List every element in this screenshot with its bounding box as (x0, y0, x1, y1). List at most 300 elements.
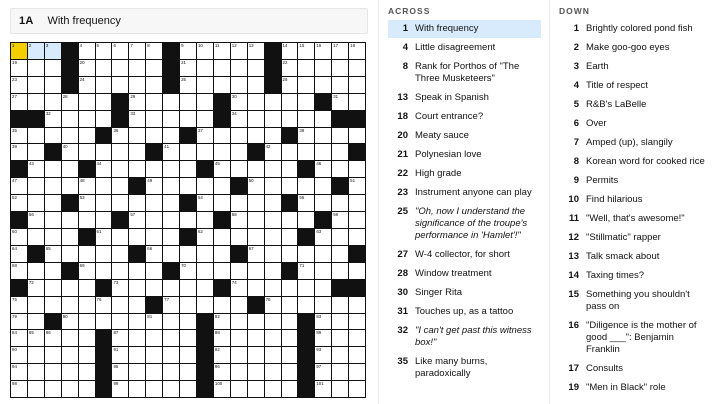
grid-cell[interactable] (349, 229, 365, 245)
grid-cell[interactable] (298, 263, 314, 279)
grid-cell[interactable] (146, 43, 162, 59)
grid-cell[interactable] (197, 60, 213, 76)
grid-cell[interactable] (231, 263, 247, 279)
grid-cell[interactable] (62, 364, 78, 380)
grid-cell[interactable] (180, 94, 196, 110)
grid-cell[interactable] (265, 128, 281, 144)
grid-cell[interactable] (231, 347, 247, 363)
grid-cell[interactable] (45, 128, 61, 144)
grid-cell[interactable] (349, 161, 365, 177)
grid-cell[interactable] (129, 212, 145, 228)
grid-cell[interactable] (332, 195, 348, 211)
down-clue-3[interactable] (559, 58, 712, 77)
grid-cell[interactable] (282, 246, 298, 262)
grid-cell[interactable] (332, 144, 348, 160)
grid-cell[interactable] (28, 60, 44, 76)
grid-cell[interactable] (62, 212, 78, 228)
down-clue-11[interactable] (559, 210, 712, 229)
grid-cell[interactable] (112, 43, 128, 59)
grid-cell[interactable] (79, 94, 95, 110)
across-clue-22[interactable] (388, 165, 541, 184)
grid-cell[interactable] (298, 246, 314, 262)
grid-cell[interactable] (62, 111, 78, 127)
grid-cell[interactable] (315, 314, 331, 330)
grid-cell[interactable] (11, 43, 27, 59)
grid-cell[interactable] (28, 347, 44, 363)
grid-cell[interactable] (332, 229, 348, 245)
grid-cell[interactable] (28, 381, 44, 397)
grid-cell[interactable] (28, 229, 44, 245)
grid-cell[interactable] (282, 280, 298, 296)
grid-cell[interactable] (62, 178, 78, 194)
grid-cell[interactable] (146, 178, 162, 194)
grid-cell[interactable] (332, 246, 348, 262)
grid-cell[interactable] (112, 128, 128, 144)
grid-cell[interactable] (315, 60, 331, 76)
grid-cell[interactable] (129, 60, 145, 76)
grid-cell[interactable] (45, 246, 61, 262)
grid-cell[interactable] (180, 43, 196, 59)
grid-cell[interactable] (112, 381, 128, 397)
grid-cell[interactable] (197, 212, 213, 228)
grid-cell[interactable] (197, 111, 213, 127)
grid-cell[interactable] (315, 246, 331, 262)
grid-cell[interactable] (129, 314, 145, 330)
grid-cell[interactable] (349, 77, 365, 93)
grid-cell[interactable] (282, 364, 298, 380)
grid-cell[interactable] (248, 94, 264, 110)
grid-cell[interactable] (146, 314, 162, 330)
grid-cell[interactable] (315, 161, 331, 177)
grid-cell[interactable] (349, 314, 365, 330)
grid-cell[interactable] (112, 314, 128, 330)
grid-cell[interactable] (79, 43, 95, 59)
grid-cell[interactable] (45, 330, 61, 346)
grid-cell[interactable] (45, 381, 61, 397)
grid-cell[interactable] (180, 263, 196, 279)
grid-cell[interactable] (45, 43, 61, 59)
grid-cell[interactable] (163, 330, 179, 346)
grid-cell[interactable] (349, 178, 365, 194)
grid-cell[interactable] (163, 347, 179, 363)
grid-cell[interactable] (180, 381, 196, 397)
grid-cell[interactable] (163, 161, 179, 177)
grid-cell[interactable] (28, 94, 44, 110)
grid-cell[interactable] (28, 263, 44, 279)
grid-cell[interactable] (163, 314, 179, 330)
grid-cell[interactable] (96, 161, 112, 177)
grid-cell[interactable] (265, 229, 281, 245)
grid-cell[interactable] (146, 280, 162, 296)
grid-cell[interactable] (28, 297, 44, 313)
grid-cell[interactable] (79, 364, 95, 380)
grid-cell[interactable] (11, 60, 27, 76)
grid-cell[interactable] (129, 128, 145, 144)
grid-cell[interactable] (197, 178, 213, 194)
grid-cell[interactable] (180, 330, 196, 346)
grid-cell[interactable] (248, 364, 264, 380)
grid-cell[interactable] (45, 280, 61, 296)
grid-cell[interactable] (146, 381, 162, 397)
grid-cell[interactable] (129, 144, 145, 160)
grid-cell[interactable] (349, 297, 365, 313)
grid-cell[interactable] (231, 314, 247, 330)
grid-cell[interactable] (129, 111, 145, 127)
grid-cell[interactable] (231, 381, 247, 397)
grid-cell[interactable] (282, 330, 298, 346)
grid-cell[interactable] (197, 246, 213, 262)
grid-cell[interactable] (248, 43, 264, 59)
grid-cell[interactable] (96, 144, 112, 160)
grid-cell[interactable] (282, 347, 298, 363)
grid-cell[interactable] (62, 246, 78, 262)
grid-cell[interactable] (163, 195, 179, 211)
grid-cell[interactable] (282, 314, 298, 330)
grid-cell[interactable] (163, 111, 179, 127)
across-clue-30[interactable] (388, 284, 541, 303)
grid-cell[interactable] (146, 94, 162, 110)
grid-cell[interactable] (349, 347, 365, 363)
grid-cell[interactable] (248, 212, 264, 228)
grid-cell[interactable] (146, 347, 162, 363)
grid-cell[interactable] (298, 195, 314, 211)
grid-cell[interactable] (349, 43, 365, 59)
grid-cell[interactable] (79, 212, 95, 228)
grid-cell[interactable] (282, 60, 298, 76)
grid-cell[interactable] (214, 178, 230, 194)
grid-cell[interactable] (163, 246, 179, 262)
grid-cell[interactable] (45, 229, 61, 245)
down-clue-7[interactable] (559, 134, 712, 153)
grid-cell[interactable] (11, 381, 27, 397)
grid-cell[interactable] (28, 314, 44, 330)
grid-cell[interactable] (332, 60, 348, 76)
grid-cell[interactable] (248, 178, 264, 194)
across-clue-27[interactable] (388, 246, 541, 265)
grid-cell[interactable] (248, 347, 264, 363)
grid-cell[interactable] (62, 94, 78, 110)
grid-cell[interactable] (28, 364, 44, 380)
grid-cell[interactable] (79, 77, 95, 93)
grid-cell[interactable] (265, 330, 281, 346)
grid-cell[interactable] (265, 263, 281, 279)
grid-cell[interactable] (112, 144, 128, 160)
across-clue-13[interactable] (388, 89, 541, 108)
grid-cell[interactable] (231, 297, 247, 313)
grid-cell[interactable] (315, 178, 331, 194)
across-clue-31[interactable] (388, 303, 541, 322)
grid-cell[interactable] (265, 195, 281, 211)
across-clue-4[interactable] (388, 39, 541, 58)
grid-cell[interactable] (96, 77, 112, 93)
grid-cell[interactable] (79, 195, 95, 211)
grid-cell[interactable] (129, 364, 145, 380)
grid-cell[interactable] (298, 111, 314, 127)
grid-cell[interactable] (298, 77, 314, 93)
grid-cell[interactable] (248, 280, 264, 296)
grid-cell[interactable] (248, 246, 264, 262)
grid-cell[interactable] (62, 297, 78, 313)
across-clue-28[interactable] (388, 265, 541, 284)
grid-cell[interactable] (282, 111, 298, 127)
across-clue-1[interactable] (388, 20, 541, 39)
grid-cell[interactable] (214, 229, 230, 245)
grid-cell[interactable] (129, 43, 145, 59)
down-clue-8[interactable] (559, 153, 712, 172)
grid-cell[interactable] (129, 381, 145, 397)
grid-cell[interactable] (349, 128, 365, 144)
grid-cell[interactable] (45, 94, 61, 110)
grid-cell[interactable] (315, 77, 331, 93)
grid-cell[interactable] (197, 144, 213, 160)
grid-cell[interactable] (146, 128, 162, 144)
grid-cell[interactable] (282, 381, 298, 397)
grid-cell[interactable] (96, 195, 112, 211)
grid-cell[interactable] (129, 297, 145, 313)
grid-cell[interactable] (298, 144, 314, 160)
current-clue-bar[interactable] (10, 8, 368, 34)
grid-cell[interactable] (28, 195, 44, 211)
grid-cell[interactable] (79, 330, 95, 346)
grid-cell[interactable] (180, 314, 196, 330)
grid-cell[interactable] (298, 128, 314, 144)
grid-cell[interactable] (332, 212, 348, 228)
grid-cell[interactable] (282, 144, 298, 160)
down-clue-list[interactable] (559, 20, 712, 398)
grid-cell[interactable] (282, 77, 298, 93)
grid-cell[interactable] (45, 77, 61, 93)
grid-cell[interactable] (96, 246, 112, 262)
down-clue-19[interactable] (559, 379, 712, 398)
grid-cell[interactable] (163, 94, 179, 110)
down-clue-12[interactable] (559, 229, 712, 248)
grid-cell[interactable] (349, 60, 365, 76)
grid-cell[interactable] (197, 280, 213, 296)
grid-cell[interactable] (231, 144, 247, 160)
down-clue-4[interactable] (559, 77, 712, 96)
grid-cell[interactable] (45, 111, 61, 127)
grid-cell[interactable] (180, 178, 196, 194)
grid-cell[interactable] (332, 43, 348, 59)
grid-cell[interactable] (332, 94, 348, 110)
grid-cell[interactable] (265, 94, 281, 110)
grid-cell[interactable] (11, 297, 27, 313)
across-clue-20[interactable] (388, 127, 541, 146)
down-clue-9[interactable] (559, 172, 712, 191)
grid-cell[interactable] (163, 297, 179, 313)
grid-cell[interactable] (214, 297, 230, 313)
grid-cell[interactable] (146, 161, 162, 177)
grid-cell[interactable] (248, 314, 264, 330)
grid-cell[interactable] (79, 60, 95, 76)
grid-cell[interactable] (96, 263, 112, 279)
grid-cell[interactable] (349, 263, 365, 279)
grid-cell[interactable] (298, 43, 314, 59)
grid-cell[interactable] (214, 314, 230, 330)
grid-cell[interactable] (146, 263, 162, 279)
grid-cell[interactable] (315, 43, 331, 59)
grid-cell[interactable] (282, 43, 298, 59)
grid-cell[interactable] (231, 77, 247, 93)
grid-cell[interactable] (112, 161, 128, 177)
grid-cell[interactable] (332, 381, 348, 397)
grid-cell[interactable] (332, 128, 348, 144)
grid-cell[interactable] (265, 161, 281, 177)
grid-cell[interactable] (79, 347, 95, 363)
grid-cell[interactable] (45, 347, 61, 363)
grid-cell[interactable] (214, 144, 230, 160)
grid-cell[interactable] (11, 364, 27, 380)
grid-cell[interactable] (332, 330, 348, 346)
grid-cell[interactable] (315, 263, 331, 279)
grid-cell[interactable] (28, 161, 44, 177)
grid-cell[interactable] (214, 246, 230, 262)
grid-cell[interactable] (129, 161, 145, 177)
grid-cell[interactable] (180, 161, 196, 177)
grid-cell[interactable] (96, 43, 112, 59)
grid-cell[interactable] (214, 60, 230, 76)
grid-cell[interactable] (79, 246, 95, 262)
grid-cell[interactable] (248, 77, 264, 93)
grid-cell[interactable] (62, 161, 78, 177)
grid-cell[interactable] (298, 178, 314, 194)
grid-cell[interactable] (45, 178, 61, 194)
grid-cell[interactable] (62, 347, 78, 363)
grid-cell[interactable] (146, 195, 162, 211)
grid-cell[interactable] (349, 330, 365, 346)
grid-cell[interactable] (146, 60, 162, 76)
grid-cell[interactable] (332, 263, 348, 279)
grid-cell[interactable] (315, 144, 331, 160)
down-clue-5[interactable] (559, 96, 712, 115)
grid-cell[interactable] (163, 229, 179, 245)
grid-cell[interactable] (146, 212, 162, 228)
grid-cell[interactable] (180, 212, 196, 228)
grid-cell[interactable] (146, 77, 162, 93)
grid-cell[interactable] (214, 195, 230, 211)
grid-cell[interactable] (45, 60, 61, 76)
grid-cell[interactable] (96, 94, 112, 110)
grid-cell[interactable] (180, 246, 196, 262)
grid-cell[interactable] (231, 60, 247, 76)
grid-cell[interactable] (349, 212, 365, 228)
grid-cell[interactable] (28, 144, 44, 160)
grid-cell[interactable] (231, 94, 247, 110)
grid-cell[interactable] (11, 77, 27, 93)
down-clue-16[interactable] (559, 317, 712, 360)
grid-cell[interactable] (112, 195, 128, 211)
grid-cell[interactable] (79, 128, 95, 144)
grid-cell[interactable] (214, 263, 230, 279)
grid-cell[interactable] (180, 297, 196, 313)
grid-cell[interactable] (197, 297, 213, 313)
grid-cell[interactable] (11, 347, 27, 363)
grid-cell[interactable] (315, 330, 331, 346)
grid-cell[interactable] (265, 314, 281, 330)
grid-cell[interactable] (265, 364, 281, 380)
grid-cell[interactable] (163, 212, 179, 228)
grid-cell[interactable] (248, 381, 264, 397)
grid-cell[interactable] (265, 246, 281, 262)
grid-cell[interactable] (28, 212, 44, 228)
grid-cell[interactable] (180, 347, 196, 363)
grid-cell[interactable] (180, 111, 196, 127)
across-clue-32[interactable] (388, 322, 541, 353)
down-clue-2[interactable] (559, 39, 712, 58)
grid-cell[interactable] (96, 212, 112, 228)
grid-cell[interactable] (214, 347, 230, 363)
grid-cell[interactable] (11, 195, 27, 211)
grid-cell[interactable] (282, 212, 298, 228)
grid-cell[interactable] (11, 246, 27, 262)
grid-cell[interactable] (248, 263, 264, 279)
grid-cell[interactable] (214, 43, 230, 59)
grid-cell[interactable] (45, 297, 61, 313)
grid-cell[interactable] (248, 195, 264, 211)
grid-cell[interactable] (315, 297, 331, 313)
grid-cell[interactable] (315, 280, 331, 296)
grid-cell[interactable] (11, 330, 27, 346)
grid-cell[interactable] (112, 297, 128, 313)
grid-cell[interactable] (298, 60, 314, 76)
grid-cell[interactable] (265, 144, 281, 160)
grid-cell[interactable] (315, 128, 331, 144)
grid-cell[interactable] (332, 77, 348, 93)
grid-cell[interactable] (332, 347, 348, 363)
grid-cell[interactable] (11, 128, 27, 144)
grid-cell[interactable] (332, 364, 348, 380)
grid-cell[interactable] (79, 144, 95, 160)
grid-cell[interactable] (79, 280, 95, 296)
grid-cell[interactable] (11, 144, 27, 160)
grid-cell[interactable] (163, 381, 179, 397)
grid-cell[interactable] (231, 128, 247, 144)
grid-cell[interactable] (112, 246, 128, 262)
grid-cell[interactable] (28, 77, 44, 93)
grid-cell[interactable] (163, 364, 179, 380)
grid-cell[interactable] (112, 347, 128, 363)
grid-cell[interactable] (231, 43, 247, 59)
grid-cell[interactable] (163, 128, 179, 144)
grid-cell[interactable] (146, 229, 162, 245)
grid-cell[interactable] (112, 364, 128, 380)
grid-cell[interactable] (129, 229, 145, 245)
grid-cell[interactable] (265, 297, 281, 313)
grid-cell[interactable] (45, 161, 61, 177)
across-clue-35[interactable] (388, 353, 541, 384)
grid-cell[interactable] (28, 280, 44, 296)
grid-cell[interactable] (298, 297, 314, 313)
grid-cell[interactable] (231, 330, 247, 346)
grid-cell[interactable] (79, 111, 95, 127)
grid-cell[interactable] (282, 178, 298, 194)
grid-cell[interactable] (349, 94, 365, 110)
grid-cell[interactable] (112, 60, 128, 76)
grid-cell[interactable] (248, 111, 264, 127)
grid-cell[interactable] (28, 43, 44, 59)
grid-cell[interactable] (282, 161, 298, 177)
grid-cell[interactable] (146, 246, 162, 262)
grid-cell[interactable] (146, 330, 162, 346)
grid-cell[interactable] (146, 111, 162, 127)
grid-cell[interactable] (231, 111, 247, 127)
grid-cell[interactable] (265, 178, 281, 194)
grid-cell[interactable] (315, 229, 331, 245)
grid-cell[interactable] (45, 263, 61, 279)
grid-cell[interactable] (214, 128, 230, 144)
grid-cell[interactable] (197, 77, 213, 93)
grid-cell[interactable] (298, 94, 314, 110)
